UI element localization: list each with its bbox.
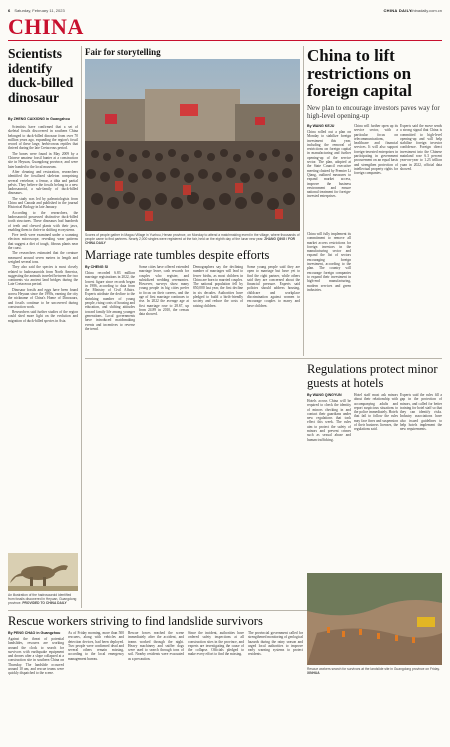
- paragraph: Researchers said further studies of the region could shed more light on the evolution and migration of duck-billed species in Asia.: [8, 310, 78, 323]
- paragraph: The researchers estimated that the creature measured around seven meters in length and weighed several tons.: [8, 251, 78, 264]
- rescue-headline: Rescue workers striving to find landslide survivors: [8, 614, 263, 628]
- dinosaur-icon: [8, 553, 78, 591]
- caption-text: Scores of people gather in Magou Village in Yuzhou, Henan province, on Monday to attend a matchmaking event in the village, where thousands of people came to find partners. Nearly 2,000 singles were registered at the fair, held on the eighth day of the lunar new year.: [85, 233, 300, 241]
- paragraph: Five teeth were examined under a scanning electron microscope, revealing wear patterns that suggest a diet of tough, fibrous plants near the coast.: [8, 233, 78, 251]
- caption-text: Rescue workers search for survivors at the landslide site in Guangdong province on Friday.: [307, 667, 440, 671]
- photo-caption: [85, 233, 300, 245]
- dinosaur-caption: [8, 593, 78, 605]
- minor-byline: By WANG QINGYUN: [307, 393, 342, 397]
- foreign-headline: China to lift restrictions on foreign capital: [307, 46, 412, 100]
- minor-col-1: Hotels across China will be required to check the identity of minors checking in and contact their guardians under new regulations that took effect this week. The rules aim to protect the safety of minors and prevent crimes such as sexual abuse and human trafficking.: [307, 399, 351, 442]
- dinosaur-body: [8, 125, 78, 551]
- matchmaking-fair-photo: [85, 59, 300, 231]
- rescue-col-2: As of Friday morning, more than 500 rescuers, along with vehicles and detection devices, had been deployed. Two people were confirmed dead and several others remain missing, according to the local emergency management bureau.: [68, 631, 124, 661]
- paragraph: The bones were found in May 2009 by a Chinese amateur fossil hunter at a construction site in Heyuan, Guangdong province, and were later handed to the local museum.: [8, 151, 78, 169]
- caption-text: An illustration of the hadrosauroid identified from fossils discovered in Heyuan, Guangdong province.: [8, 593, 77, 605]
- foreign-byline: By WANG KEJU: [307, 124, 335, 128]
- column-divider: [303, 46, 304, 356]
- landslide-caption: [307, 667, 442, 675]
- minor-col-3: Experts said the rules fill a gap in the protection of minors, and called for better training for hotel staff so that they can identify risks. Industry associations have also issued guidelines to help hotels implement the new requirements.: [400, 393, 442, 432]
- rescue-col-3: Rescue forces reached the scene immediately after the accident, and teams worked through the night. Heavy machinery and sniffer dogs were used to search through tons of soil. Nearby residents were evacuated as a precaution.: [128, 631, 184, 661]
- date-line: Saturday, February 11, 2023: [14, 8, 65, 13]
- marriage-col-4: Some young people said they are open to marriage but have yet to find the right partner, while others said they are concerned about the financial pressure. Experts said policies should address housing, childcare and workplace discrimination against women to encourage couples to marry and have children.: [247, 265, 300, 308]
- edition-label: chinadaily.com.cn: [410, 8, 442, 13]
- rescue-col-4: Since the incident, authorities have ordered safety inspections at all construction sites in the province, and experts are investigating the cause of the collapse. Officials pledged to make every effort to find the missing.: [188, 631, 244, 657]
- paragraph: Scientists have confirmed that a set of skeletal fossils discovered in southern China belonged to duck-billed dinosaur from over 70 million years ago, expanding the region's fossil record of these large, herbivorous reptiles that thrived during the late Cretaceous period.: [8, 125, 78, 151]
- rescue-byline: By PENG CHAO in Guangzhou: [8, 631, 61, 635]
- marriage-col-1: China recorded 6.83 million marriage registrations in 2022, the lowest figure since records began in 1986, according to data from the Ministry of Civil Affairs. Experts attribute the decline to the shrinking number of young people, rising costs of housing and education, and shifting attitudes toward family life among younger generations. Local governments have introduced matchmaking events and incentives to reverse the trend.: [85, 271, 135, 331]
- caption-credit: XINHUA: [307, 671, 320, 675]
- marriage-col-3: Demographers say the declining number of marriages will lead to fewer births, as most children in China are born to married couples. The national population fell by 850,000 last year, the first decline in six decades. Authorities have pledged to build a birth-friendly society and reduce the costs of raising children.: [193, 265, 243, 308]
- minor-headline: Regulations protect minor guests at hotels: [307, 362, 438, 390]
- foreign-col-3: China will further open up its service sector, with a particular focus on telecommunications, healthcare and financial services. It will also support foreign-invested enterprises in participating in government procurement on an equal basis and strengthen protection of intellectual property rights for foreign companies.: [354, 124, 398, 176]
- landslide-image: [307, 573, 442, 665]
- column-divider: [81, 46, 82, 608]
- caption-credit: PROVIDED TO CHINA DAILY: [22, 601, 67, 605]
- foreign-col-4: Experts said the move sends a strong signal that China is committed to high-level opening-up and will help stabilize foreign investor confidence. Foreign direct investment into the Chinese mainland rose 6.3 percent year-on-year to 1.23 trillion yuan in 2022, official data showed.: [400, 124, 442, 171]
- paragraph: According to the researchers, the hadrosauroid possessed distinctive duck-billed tooth structures. These dinosaurs had hundreds of teeth and chewed plants with their jaws, enabling them to thrive in shifting ecosystems.: [8, 210, 78, 232]
- foreign-col-1: China rolled out a plan on Monday to stabilize foreign investment this year, including the removal of restrictions on foreign capital in manufacturing and further opening-up of the service sector. The plan, adopted at the State Council executive meeting chaired by Premier Li Qiang, outlined measures to expand market access, improve the business environment and ensure national treatment for foreign-invested enterprises.: [307, 130, 351, 199]
- foreign-deck: New plan to encourage investors paves way for high-level opening-up: [307, 104, 440, 120]
- caption-credit: ZHANG QING / FOR CHINA DAILY: [85, 237, 296, 245]
- paragraph: After cleaning and restoration, researchers identified the fossilized skeleton comprising several vertebrae, a femur, a tibia and partial pelvis. They believe the fossils belong to a new hadrosauroid, a sub-family of duck-billed dinosaurs.: [8, 169, 78, 196]
- rescue-col-5: The provincial government called for strengthened monitoring of geological hazards during the rainy season and urged local authorities to improve early warning systems to protect residents.: [248, 631, 303, 657]
- marriage-col-2: Some cities have offered extended marriage leave, cash rewards for couples who register, and subsidized wedding ceremonies. However, surveys show many young people in big cities prefer to focus on their careers, and the age of first marriage continues to rise. In 2022 the average age at first marriage rose to 28.67, up from 24.89 in 2010, the census data showed.: [139, 265, 189, 317]
- paragraph: Dinosaur fossils and eggs have been found across Heyuan since the 1990s, earning the city the nickname of China's Home of Dinosaurs, and fossils continue to be uncovered during construction work.: [8, 287, 78, 309]
- marriage-byline: By CHENG SI: [85, 265, 108, 269]
- dinosaur-headline: Scientists identify duck-billed dinosaur: [8, 46, 74, 105]
- section-title: CHINA: [8, 14, 84, 39]
- photo-kicker: Fair for storytelling: [85, 47, 161, 57]
- foreign-col-2: China will fully implement its commitment to remove all market access restrictions for foreign investors in the manufacturing sector and expand the list of sectors encouraging foreign investment, according to the plan. The country will encourage foreign companies to expand their investment in high-end manufacturing, modern services and green industries.: [307, 232, 351, 292]
- header-rule: [8, 40, 442, 41]
- paragraph: The study was led by paleontologists from China and Canada and published in the journal Historical Biology in late January.: [8, 196, 78, 210]
- dinosaur-illustration: [8, 553, 78, 591]
- minor-col-2: Hotel staff must ask minors about their relationship with accompanying adults and report suspicious situations to the police immediately. Hotels that fail to follow the rules may face fines and suspension of their business licenses, the regulations said.: [354, 393, 398, 432]
- section-divider: [85, 358, 442, 359]
- crowd-image: [85, 59, 300, 231]
- page-number: 6: [8, 8, 11, 13]
- rescue-col-1: Against the threat of potential landslides, rescuers are working around the clock to search for survivors with earthquake equipment and drones after a slope collapsed at a construction site in southern China on Thursday. The landslide occurred around 10 am, and rescue teams were quickly dispatched to the scene.: [8, 637, 64, 676]
- landslide-photo: [307, 573, 442, 665]
- dinosaur-byline: By ZHENG CAIXIONG in Guangzhou: [8, 117, 70, 121]
- brand-label: CHINA DAILY: [383, 8, 412, 13]
- marriage-headline: Marriage rate tumbles despite efforts: [85, 248, 270, 262]
- paragraph: They also said the species is most closely related to hadrosauroids from North America, suggesting the animals traveled between the two continents via ancient land bridges during the Late Cretaceous period.: [8, 265, 78, 287]
